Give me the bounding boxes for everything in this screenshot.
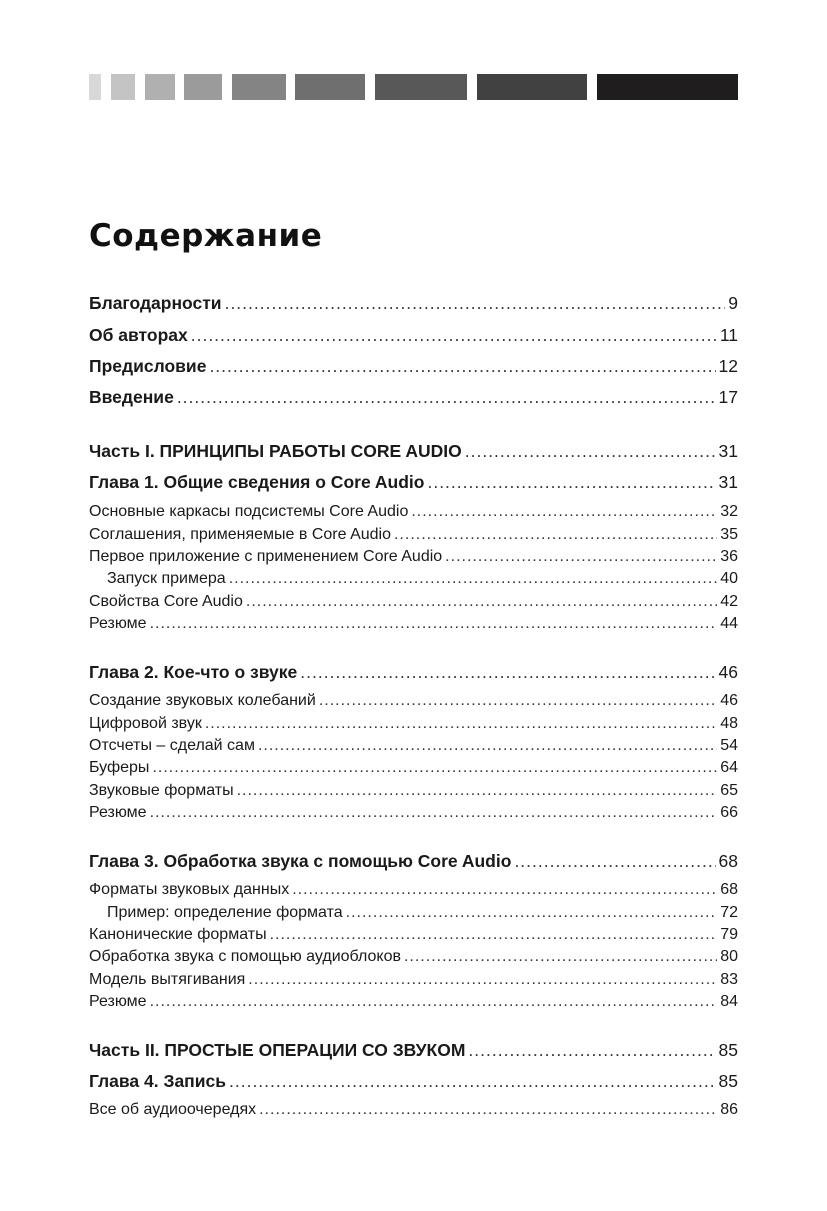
toc-entry-label: Пример: определение формата	[107, 904, 343, 921]
toc-entry[interactable]	[89, 387, 738, 408]
toc-page-number: 64	[720, 759, 738, 776]
leader-dots	[300, 662, 715, 683]
toc-entry[interactable]	[89, 904, 738, 922]
leader-dots	[346, 904, 718, 922]
toc-entry-label: Резюме	[89, 615, 147, 632]
toc-entry-label: Резюме	[89, 993, 147, 1010]
toc-page-number: 40	[720, 570, 738, 587]
toc-entry[interactable]	[89, 692, 738, 710]
toc-page-number: 65	[720, 782, 738, 799]
header-bar	[89, 74, 101, 100]
toc-page-number: 68	[718, 851, 738, 871]
toc-entry[interactable]	[89, 570, 738, 588]
toc-entry-label: Модель вытягивания	[89, 971, 246, 988]
page-title: Содержание	[89, 218, 323, 254]
toc-page-number: 46	[718, 662, 738, 682]
leader-dots	[427, 472, 715, 493]
header-bar	[597, 74, 738, 100]
leader-dots	[468, 1040, 715, 1061]
toc-entry[interactable]	[89, 293, 738, 314]
toc-page-number: 80	[720, 948, 738, 965]
toc-entry[interactable]	[89, 1071, 738, 1092]
toc-entry-label: Первое приложение с применением Core Audio	[89, 548, 443, 565]
toc-page-number: 35	[720, 526, 738, 543]
toc-entry-label: Часть II. ПРОСТЫЕ ОПЕРАЦИИ СО ЗВУКОМ	[89, 1040, 466, 1060]
leader-dots	[150, 993, 718, 1011]
toc-entry-label: Звуковые форматы	[89, 782, 234, 799]
header-bar	[184, 74, 222, 100]
leader-dots	[237, 782, 718, 800]
leader-dots	[229, 1071, 716, 1092]
toc-entry[interactable]	[89, 1040, 738, 1061]
toc-page-number: 17	[718, 387, 738, 407]
leader-dots	[246, 593, 717, 611]
toc-entry-label: Все об аудиоочередях	[89, 1101, 257, 1118]
toc-page-number: 54	[720, 737, 738, 754]
toc-entry[interactable]	[89, 715, 738, 733]
toc-entry[interactable]	[89, 356, 738, 377]
leader-dots	[258, 737, 717, 755]
leader-dots	[150, 804, 718, 822]
toc-entry-label: Цифровой звук	[89, 715, 202, 732]
toc-page-number: 31	[718, 472, 738, 492]
toc-entry[interactable]	[89, 441, 738, 462]
header-bar	[111, 74, 135, 100]
leader-dots	[150, 615, 718, 633]
leader-dots	[248, 971, 717, 989]
header-bar	[295, 74, 365, 100]
leader-dots	[225, 293, 726, 314]
toc-entry[interactable]	[89, 971, 738, 989]
toc-page-number: 72	[720, 904, 738, 921]
toc-entry[interactable]	[89, 851, 738, 872]
toc-page-number: 11	[719, 325, 738, 345]
toc-entry[interactable]	[89, 472, 738, 493]
toc-page-number: 68	[720, 881, 738, 898]
leader-dots	[319, 692, 717, 710]
toc-page-number: 85	[718, 1040, 738, 1060]
toc-page-number: 84	[720, 993, 738, 1010]
leader-dots	[209, 356, 715, 377]
leader-dots	[205, 715, 717, 733]
leader-dots	[404, 948, 717, 966]
toc-entry-label: Глава 2. Кое-что о звуке	[89, 662, 298, 682]
toc-entry[interactable]	[89, 782, 738, 800]
toc-entry[interactable]	[89, 1101, 738, 1119]
leader-dots	[177, 387, 716, 408]
toc-entry-label: Свойства Core Audio	[89, 593, 243, 610]
toc-entry-label: Соглашения, применяемые в Core Audio	[89, 526, 391, 543]
header-bar	[477, 74, 587, 100]
toc-entry[interactable]	[89, 615, 738, 633]
toc-entry[interactable]	[89, 881, 738, 899]
leader-dots	[514, 851, 715, 872]
leader-dots	[394, 526, 717, 544]
toc-entry-label: Буферы	[89, 759, 150, 776]
toc-page-number: 9	[728, 293, 738, 313]
toc-entry-label: Отсчеты – сделай сам	[89, 737, 255, 754]
leader-dots	[292, 881, 717, 899]
leader-dots	[259, 1101, 717, 1119]
toc-page-number: 66	[720, 804, 738, 821]
toc-entry[interactable]	[89, 526, 738, 544]
toc-entry[interactable]	[89, 948, 738, 966]
toc-entry-label: Часть I. ПРИНЦИПЫ РАБОТЫ CORE AUDIO	[89, 441, 462, 461]
toc-entry-label: Предисловие	[89, 356, 207, 376]
toc-entry-label: Форматы звуковых данных	[89, 881, 290, 898]
leader-dots	[191, 325, 717, 346]
toc-entry-label: Об авторах	[89, 325, 188, 345]
header-gradient-bars	[0, 74, 827, 100]
toc-entry[interactable]	[89, 548, 738, 566]
leader-dots	[152, 759, 717, 777]
toc-entry-label: Глава 3. Обработка звука с помощью Core Audio	[89, 851, 512, 871]
toc-entry[interactable]	[89, 593, 738, 611]
toc-entry-label: Основные каркасы подсистемы Core Audio	[89, 503, 409, 520]
toc-entry[interactable]	[89, 325, 738, 346]
toc-entry-label: Создание звуковых колебаний	[89, 692, 316, 709]
leader-dots	[270, 926, 718, 944]
toc-page-number: 48	[720, 715, 738, 732]
toc-entry-label: Обработка звука с помощью аудиоблоков	[89, 948, 401, 965]
header-bar	[375, 74, 467, 100]
toc-page-number: 36	[720, 548, 738, 565]
toc-entry[interactable]	[89, 804, 738, 822]
toc-entry-label: Глава 1. Общие сведения о Core Audio	[89, 472, 425, 492]
leader-dots	[465, 441, 716, 462]
toc-entry[interactable]	[89, 662, 738, 683]
toc-page-number: 86	[720, 1101, 738, 1118]
header-bar	[232, 74, 286, 100]
toc-page-number: 44	[720, 615, 738, 632]
leader-dots	[445, 548, 717, 566]
toc-page-number: 46	[720, 692, 738, 709]
toc-entry-label: Введение	[89, 387, 174, 407]
toc-entry-label: Благодарности	[89, 293, 222, 313]
toc-entry-label: Резюме	[89, 804, 147, 821]
toc-entry[interactable]	[89, 503, 738, 521]
leader-dots	[411, 503, 717, 521]
toc-entry-label: Канонические форматы	[89, 926, 267, 943]
toc-entry-label: Глава 4. Запись	[89, 1071, 226, 1091]
header-bar	[145, 74, 175, 100]
toc-page-number: 85	[718, 1071, 738, 1091]
toc-page-number: 32	[720, 503, 738, 520]
leader-dots	[229, 570, 718, 588]
toc-entry[interactable]	[89, 926, 738, 944]
toc-entry[interactable]	[89, 737, 738, 755]
toc-page-number: 42	[720, 593, 738, 610]
toc-page-number: 31	[718, 441, 738, 461]
toc-page-number: 12	[718, 356, 738, 376]
toc-entry[interactable]	[89, 993, 738, 1011]
toc-page-number: 83	[720, 971, 738, 988]
toc-entry-label: Запуск примера	[107, 570, 226, 587]
toc-entry[interactable]	[89, 759, 738, 777]
toc-page-number: 79	[720, 926, 738, 943]
